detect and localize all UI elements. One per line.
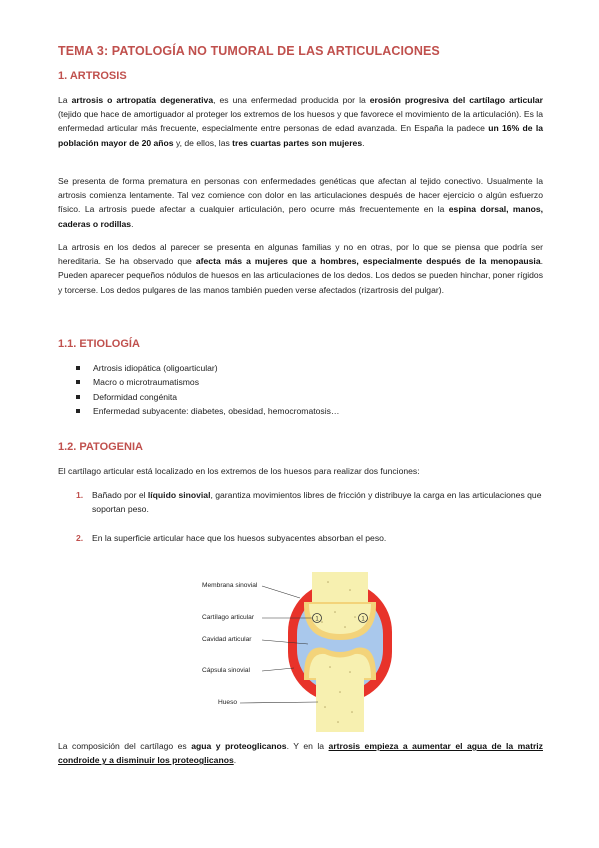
numbered-item-2: 2. En la superficie articular hace que los huesos subyacentes absorban el peso.: [76, 531, 543, 545]
label-capsula-sinovial: Cápsula sinovial: [202, 667, 251, 674]
numbered-item-1: 1. Bañado por el líquido sinovial, garantiza movimientos libres de fricción y distribuye la carga en las articulaciones que soportan peso.: [76, 490, 542, 515]
paragraph-patogenia-intro: El cartílago articular está localizado en los extremos de los huesos para realizar dos funciones:: [58, 466, 420, 476]
section-heading-artrosis: 1. ARTROSIS: [58, 70, 127, 82]
paragraph-artrosis-dedos: La artrosis en los dedos al parecer se presenta en algunas familias y no en otras, por lo que se piensa que podría ser hereditaria. Se ha observado que afecta más a mujeres que a hombres, especialmente después de la menopausia. Pueden aparecer pequeños nódulos de huesos en las articulaciones de los dedos. Los dedos se pueden hinchar, poner rígidos y torcerse. Los dedos pulgares de las manos también pueden verse afectados (rizartrosis del pulgar).: [58, 242, 543, 295]
list-item: Enfermedad subyacente: diabetes, obesidad, hemocromatosis…: [76, 404, 340, 418]
section-heading-etiologia: 1.1. ETIOLOGÍA: [58, 338, 140, 350]
marker-right-label: 1: [361, 616, 365, 623]
list-item: Macro o microtraumatismos: [76, 375, 340, 389]
marker-left-label: 1: [315, 616, 319, 623]
paragraph-artrosis-definition: La artrosis o artropatía degenerativa, es una enfermedad producida por la erosión progresiva del cartílago articular (tejido que hace de amortiguador al proteger los extremos de los huesos y que favorece el movimiento de la articulación). Es la enfermedad articular más frecuente, especialmente entre personas de edad avanzada. En España la padece un 16% de la población mayor de 20 años y, de ellos, las tres cuartas partes son mujeres.: [58, 95, 544, 148]
joint-diagram: [200, 572, 400, 732]
label-cartilago-articular: Cartílago articular: [202, 614, 255, 621]
label-hueso: Hueso: [218, 699, 238, 706]
section-heading-patogenia: 1.2. PATOGENIA: [58, 441, 143, 453]
synovial-joint-illustration: [200, 572, 400, 732]
paragraph-composicion: La composición del cartílago es agua y proteoglicanos. Y en la artrosis empieza a aumentar el agua de la matriz condroide y a disminuir los proteoglicanos.: [58, 741, 543, 766]
label-membrana-sinovial: Membrana sinovial: [202, 582, 258, 589]
list-item: Deformidad congénita: [76, 390, 340, 404]
document-title: TEMA 3: PATOLOGÍA NO TUMORAL DE LAS ARTICULACIONES: [58, 44, 440, 58]
label-cavidad-articular: Cavidad articular: [202, 636, 252, 643]
etiologia-list: [76, 361, 340, 419]
paragraph-artrosis-presentation: Se presenta de forma prematura en personas con enfermedades genéticas que afectan al tejido conectivo. Usualmente la artrosis comienza lentamente. Tal vez comience con dolor en las articulaciones después de hacer ejercicio o algún esfuerzo físico. La artrosis puede afectar a cualquier articulación, pero ocurre más frecuentemente en la espina dorsal, manos, caderas o rodillas.: [58, 176, 544, 229]
list-item: Artrosis idiopática (oligoarticular): [76, 361, 340, 375]
item-number: 2.: [76, 533, 84, 543]
lower-bone-shaft: [316, 676, 364, 732]
item-number: 1.: [76, 490, 84, 500]
